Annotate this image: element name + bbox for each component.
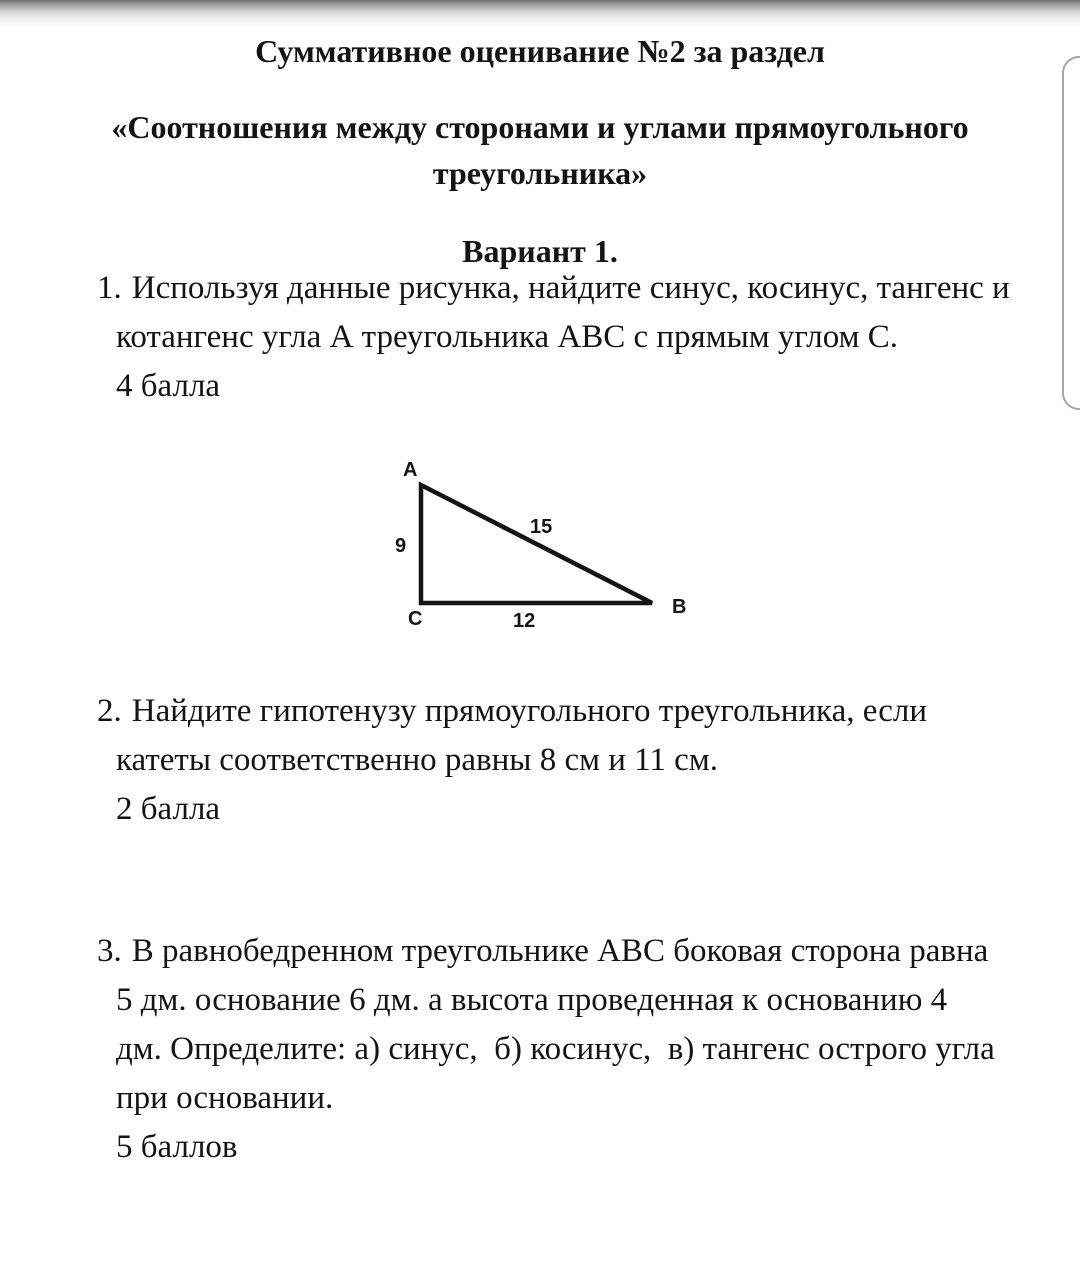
document-subtitle bbox=[0, 104, 1080, 196]
problem-1-line-2: котангенс угла А треугольника АВС с прямым углом С. bbox=[116, 319, 898, 355]
problem-1-points: 4 балла bbox=[116, 368, 221, 404]
problem-2 bbox=[0, 687, 1030, 834]
vertex-label-a: A bbox=[403, 459, 418, 481]
triangle-shape bbox=[421, 485, 652, 603]
scrollbar-thumb[interactable] bbox=[1062, 56, 1080, 410]
problem-2-number: 2. bbox=[97, 693, 122, 729]
problem-3 bbox=[0, 927, 1030, 1172]
side-length-ac: 9 bbox=[395, 535, 407, 557]
problem-1-line-1 bbox=[97, 264, 1030, 313]
vertex-label-c: C bbox=[408, 608, 423, 630]
variant-heading: Вариант 1. bbox=[462, 233, 618, 269]
problem-2-line-2: катеты соответственно равны 8 см и 11 см. bbox=[116, 742, 718, 778]
problem-2-points: 2 балла bbox=[116, 791, 221, 827]
document-title: Суммативное оценивание №2 за раздел bbox=[255, 33, 825, 69]
subtitle-line-1: «Соотношения между сторонами и углами прямоугольного bbox=[111, 109, 969, 145]
problem-3-line-2: 5 дм. основание 6 дм. а высота проведенная к основанию 4 bbox=[116, 982, 948, 1018]
top-edge-shadow bbox=[0, 0, 1080, 30]
problem-3-line-4: при основании. bbox=[116, 1080, 334, 1116]
problem-2-text-1: Найдите гипотенузу прямоугольного треугольника, если bbox=[131, 693, 927, 729]
problem-3-number: 3. bbox=[97, 933, 122, 969]
side-length-cb: 12 bbox=[513, 610, 536, 632]
problem-1-text-1: Используя данные рисунка, найдите синус, косинус, тангенс и bbox=[131, 270, 1010, 306]
problem-1 bbox=[0, 264, 1030, 411]
problem-1-number: 1. bbox=[97, 270, 122, 306]
problem-3-text-1: В равнобедренном треугольнике АВС боковая сторона равна bbox=[131, 933, 989, 969]
subtitle-line-2: треугольника» bbox=[432, 155, 648, 191]
problem-2-line-1 bbox=[97, 687, 1030, 736]
triangle-figure bbox=[378, 452, 708, 642]
problem-3-points: 5 баллов bbox=[116, 1129, 238, 1165]
problem-3-line-1 bbox=[97, 927, 1030, 976]
problem-3-line-3: дм. Определите: а) синус, б) косинус, в) тангенс острого угла bbox=[116, 1031, 995, 1067]
vertex-label-b: B bbox=[672, 596, 687, 618]
side-length-ab: 15 bbox=[530, 516, 553, 538]
